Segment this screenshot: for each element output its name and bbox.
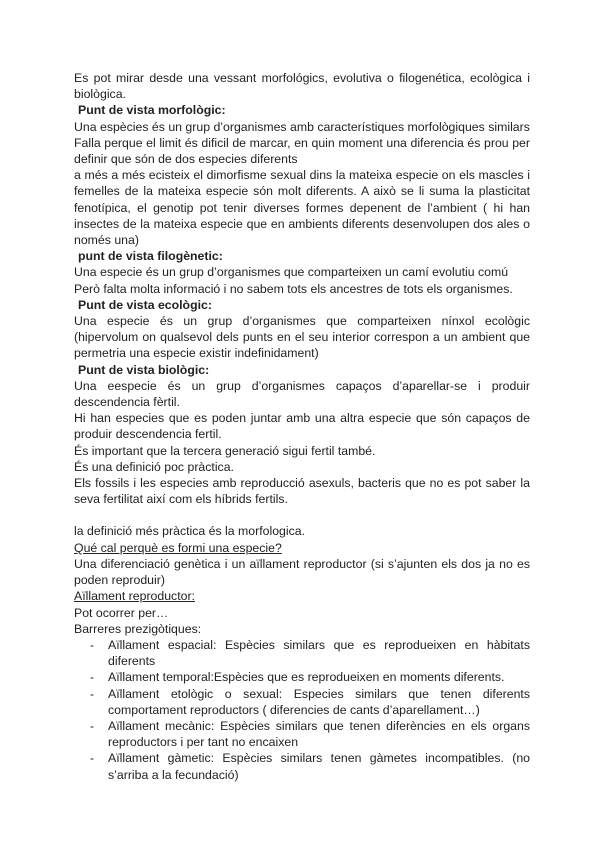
dash-bullet: - (90, 718, 95, 733)
biologic-line-4: És una definició poc pràctica. (74, 459, 234, 474)
list-item: - Aïllament gàmetic: Espècies similars tenen gàmetes incompatibles. (no s’arriba a la fecundació) (90, 751, 530, 782)
conclusion: la definició més pràctica és la morfologica. (74, 524, 306, 539)
barreres-list (74, 637, 530, 783)
morfologic-line-2: Falla perque el limit és dificil de marcar, en quin moment una diferencia és prou per definir que són de dos especies diferents (74, 135, 530, 167)
biologic-line-3: És important que la tercera generació sigui fertil també. (74, 443, 376, 458)
heading-morfologic: Punt de vista morfològic: (78, 103, 226, 118)
filogenetic-line-2: Però falta molta informació i no sabem tots els ancestres de tots els organismes. (74, 281, 513, 296)
aillament-text: Pot ocorrer per… (74, 605, 169, 620)
biologic-line-1: Una eespecie és un grup d’organismes capaços d’aparellar-se i produir descendencia fèrtil. (74, 378, 530, 410)
dash-bullet: - (90, 637, 95, 652)
list-item: - Aïllament etològic o sexual: Especies similars que tenen diferents comportament reproductors ( diferencies de cants d’aparellament…) (90, 686, 530, 717)
ecologic-line-1: Una especie és un grup d’organismes que comparteixen nínxol ecològic (hipervolum on qualsevol dels punts en el seu interior correspon a un ambient que permetria una especie existir indefinidament) (74, 314, 530, 361)
list-item: - Aïllament mecànic: Espècies similars que tenen diferències en els organs reproductors i per tant no encaixen (90, 718, 530, 750)
blank-line (74, 507, 530, 523)
list-item: - Aïllament temporal:Espècies que es reprodueixen en moments diferents. (90, 670, 505, 685)
biologic-line-2: Hi han especies que es poden juntar amb una altra especie que són capaços de produir descendencia fertil. (74, 411, 530, 442)
intro-paragraph: Es pot mirar desde una vessant morfológics, evolutiva o filogenética, ecològica i biològica. (74, 71, 530, 102)
formacio-question: Qué cal perquè es formi una especie? (74, 540, 282, 555)
list-item: - Aïllament espacial: Espècies similars que es reprodueixen en hàbitats diferents (90, 637, 530, 669)
dash-bullet: - (90, 686, 95, 701)
formacio-answer: Una diferenciació genètica i un aïllament reproductor (si s’ajunten els dos ja no es poden reproduir) (74, 556, 530, 588)
heading-filogenetic: punt de vista filogènetic: (78, 249, 223, 264)
heading-aillament: Aïllament reproductor: (74, 589, 195, 604)
biologic-line-5: Els fossils i les especies amb reproducció asexuls, bacteris que no es pot saber la seva fertilitat així com els híbrids fertils. (74, 476, 530, 507)
dash-bullet: - (90, 751, 95, 766)
heading-ecologic: Punt de vista ecològic: (78, 297, 212, 312)
morfologic-line-1: Una espècies és un grup d’organismes amb característiques morfològiques similars (74, 119, 530, 134)
filogenetic-line-1: Una especie és un grup d’organismes que comparteixen un camí evolutiu comú (74, 265, 509, 280)
dash-bullet: - (90, 670, 95, 685)
barreres-label: Barreres prezigòtiques: (74, 621, 202, 636)
morfologic-line-3: a més a més ecisteix el dimorfisme sexual dins la mateixa especie on els mascles i femelles de la mateixa especie són molt diferents. A això se li suma la plasticitat fenotípica, el genotip pot tenir diverses formes depenent de l’ambient ( hi han insectes de la mateixa especie que en ambients diferents desenvolupen dos ales o només una) (74, 168, 530, 248)
heading-biologic: Punt de vista biològic: (78, 362, 210, 377)
